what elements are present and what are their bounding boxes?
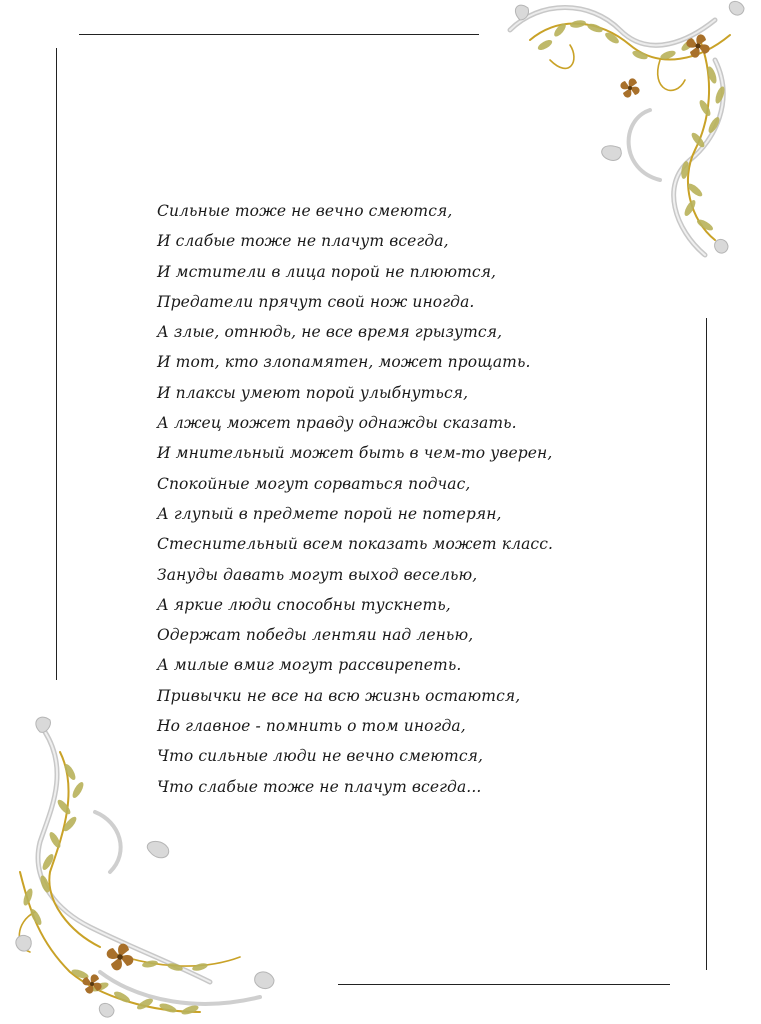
top-border-line (79, 34, 479, 35)
poem-line: Но главное - помнить о том иногда, (157, 717, 466, 736)
poem-line: А глупый в предмете порой не потерян, (157, 504, 502, 523)
poem-line: Зануды давать могут выход веселью, (157, 565, 478, 584)
bottom-border-line (338, 984, 670, 985)
floral-ornament-bottom-left-icon (0, 712, 290, 1024)
poem-line: И мстители в лица порой не плюются, (157, 262, 497, 281)
poem-line: И слабые тоже не плачут всегда, (157, 232, 449, 251)
floral-ornament-top-right-icon (500, 0, 761, 280)
right-border-line (706, 318, 707, 970)
poem-line: Что сильные люди не вечно смеются, (157, 747, 484, 766)
poem-line: Предатели прячут свой нож иногда. (157, 292, 475, 311)
poem-line: Привычки не все на всю жизнь остаются, (157, 686, 521, 705)
poem-line: И мнительный может быть в чем-то уверен, (157, 444, 553, 463)
left-border-line (56, 48, 57, 680)
poem-line: Спокойные могут сорваться подчас, (157, 474, 471, 493)
poem-line: А злые, отнюдь, не все время грызутся, (157, 323, 503, 342)
poem-line: А милые вмиг могут рассвирепеть. (157, 656, 462, 675)
poem-line: А лжец может правду однажды сказать. (157, 414, 517, 433)
poem-line: Сильные тоже не вечно смеются, (157, 202, 453, 220)
poem-line: Что слабые тоже не плачут всегда... (157, 777, 482, 796)
poem-line: Одержат победы лентяи над ленью, (157, 626, 474, 645)
poem-line: И плаксы умеют порой улыбнуться, (157, 383, 469, 402)
poem-line: А яркие люди способны тускнеть, (157, 595, 451, 614)
poem-line: И тот, кто злопамятен, может прощать. (157, 353, 531, 372)
poem-line: Стеснительный всем показать может класс. (157, 535, 554, 554)
